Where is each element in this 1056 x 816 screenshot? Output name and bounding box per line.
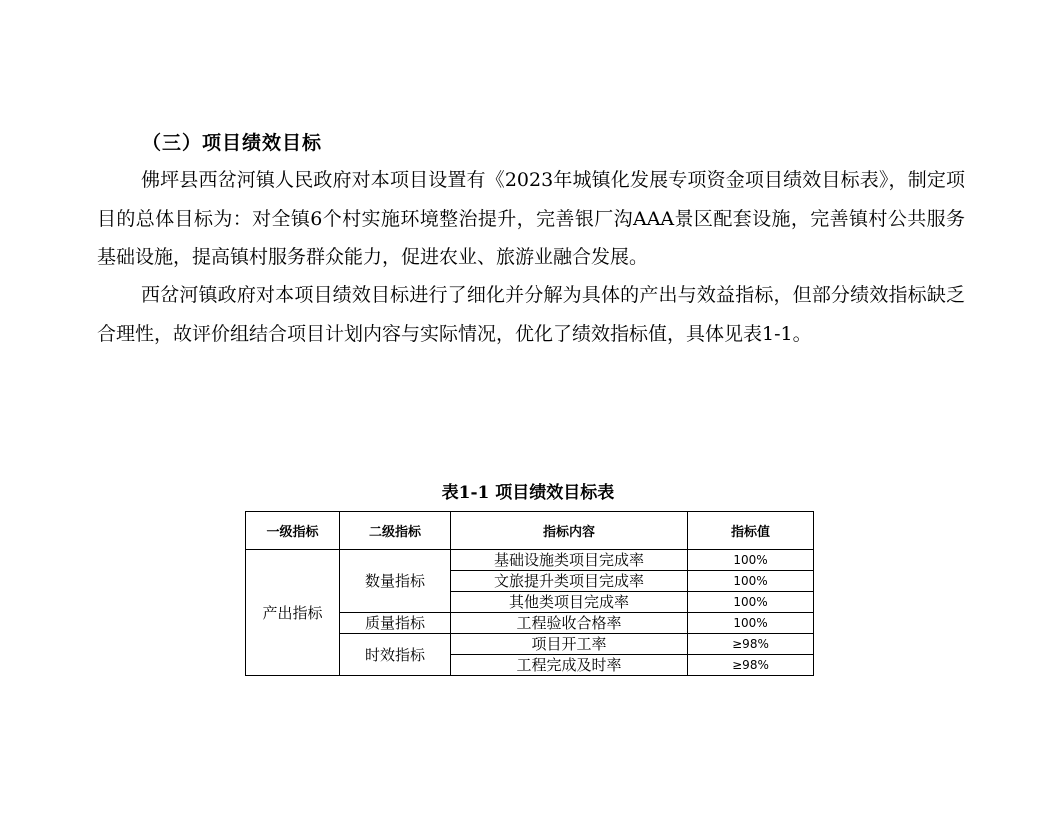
header-level1: 一级指标 <box>246 512 340 550</box>
header-content: 指标内容 <box>451 512 688 550</box>
table-caption: 表1-1 项目绩效目标表 <box>441 483 615 503</box>
value-cell: 100% <box>688 592 814 613</box>
value-cell: 100% <box>688 571 814 592</box>
content-cell: 其他类项目完成率 <box>451 592 688 613</box>
header-level2: 二级指标 <box>340 512 451 550</box>
section-heading: （三）项目绩效目标 <box>142 132 323 154</box>
paragraph-1: 佛坪县西岔河镇人民政府对本项目设置有《2023年城镇化发展专项资金项目绩效目标表》，制定项目的总体目标为：对全镇6个村实施环境整治提升，完善银厂沟AAA景区配套设施，完善镇村公共服务基础设施，提高镇村服务群众能力，促进农业、旅游业融合发展。 <box>97 169 965 268</box>
content-cell: 基础设施类项目完成率 <box>451 550 688 571</box>
content-cell: 工程完成及时率 <box>451 655 688 676</box>
content-cell: 工程验收合格率 <box>451 613 688 634</box>
header-value: 指标值 <box>688 512 814 550</box>
value-cell: 100% <box>688 550 814 571</box>
value-cell: ≥98% <box>688 634 814 655</box>
level2-cell-quantity: 数量指标 <box>340 550 451 613</box>
value-cell: 100% <box>688 613 814 634</box>
paragraph-2: 西岔河镇政府对本项目绩效目标进行了细化并分解为具体的产出与效益指标，但部分绩效指标缺乏合理性，故评价组结合项目计划内容与实际情况，优化了绩效指标值，具体见表1-1。 <box>97 284 965 345</box>
level1-cell: 产出指标 <box>246 550 340 676</box>
content-cell: 文旅提升类项目完成率 <box>451 571 688 592</box>
level2-cell-quality: 质量指标 <box>340 613 451 634</box>
table-header-row <box>246 512 814 550</box>
level2-cell-timeliness: 时效指标 <box>340 634 451 676</box>
value-cell: ≥98% <box>688 655 814 676</box>
table-row <box>246 550 814 571</box>
performance-indicator-table <box>245 511 814 676</box>
content-cell: 项目开工率 <box>451 634 688 655</box>
